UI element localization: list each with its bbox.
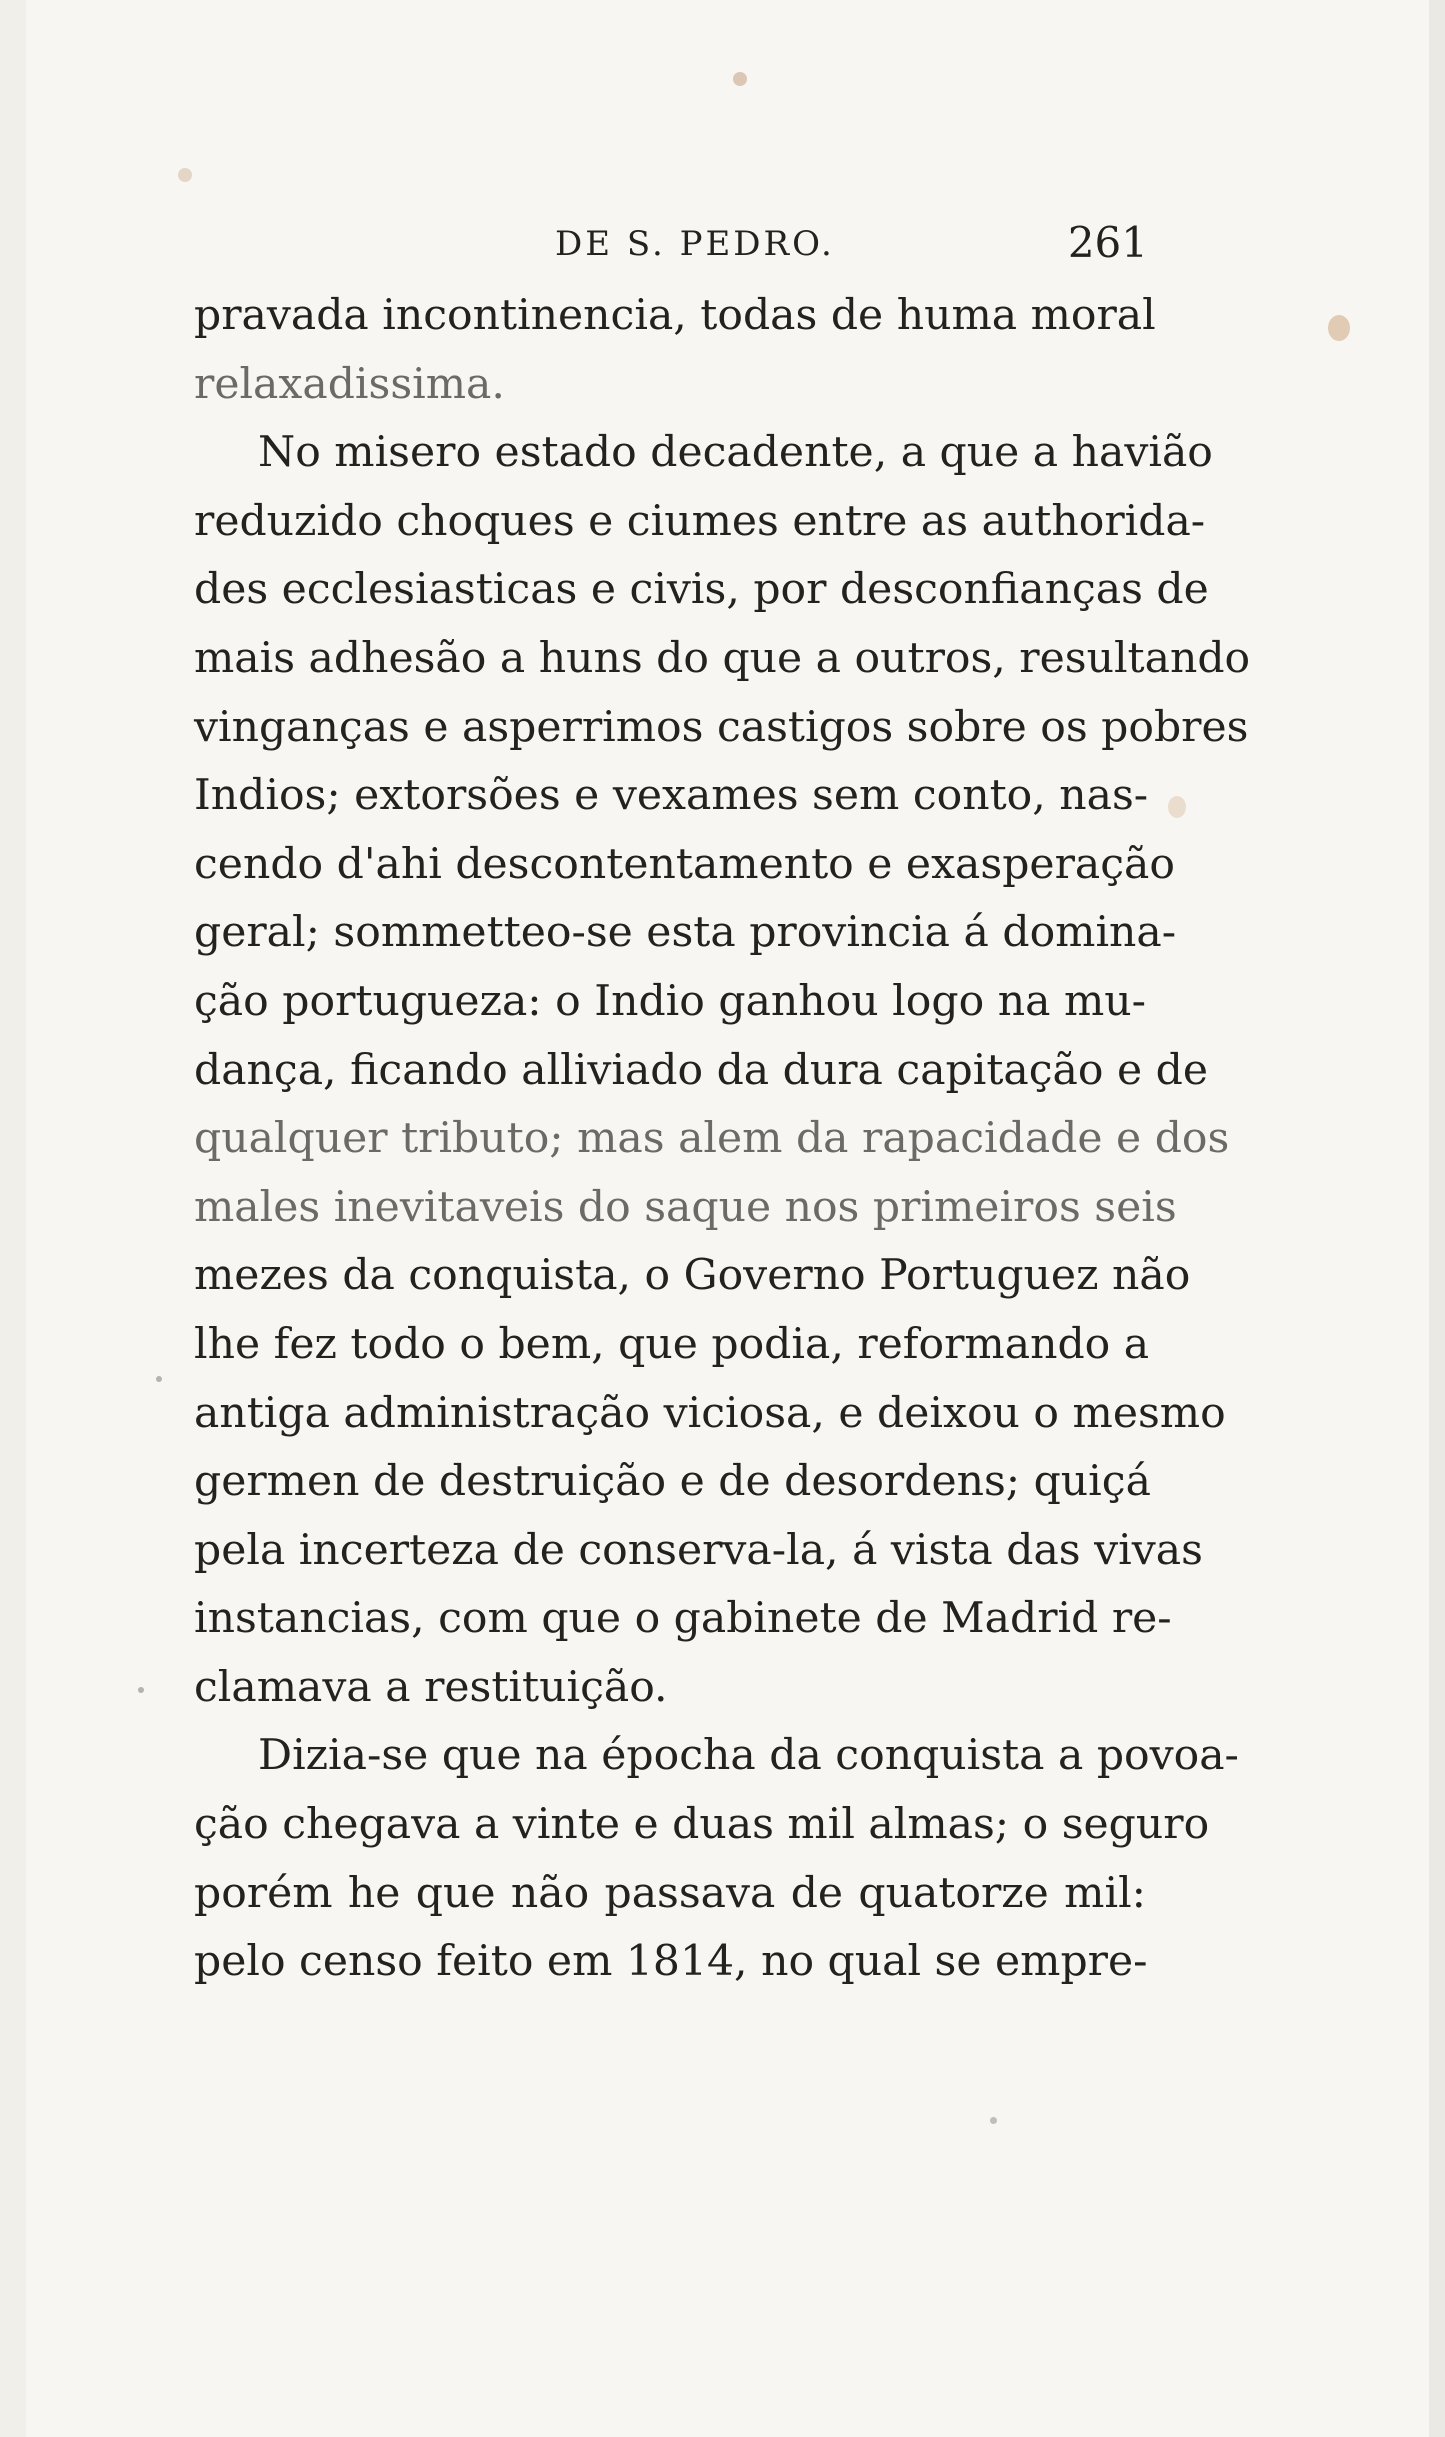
- text-line: qualquer tributo; mas alem da rapacidade e dos: [194, 1114, 1230, 1164]
- text-line: geral; sommetteo-se esta provincia á domina-: [194, 908, 1177, 958]
- text-line: Indios; extorsões e vexames sem conto, nas-: [194, 771, 1149, 821]
- text-line: antiga administração viciosa, e deixou o mesmo: [194, 1388, 1226, 1438]
- text-line: pelo censo feito em 1814, no qual se empre-: [194, 1937, 1148, 1987]
- page-edge-left: [0, 0, 26, 2437]
- text-line: porém he que não passava de quatorze mil:: [194, 1868, 1146, 1918]
- text-line: clamava a restituição.: [194, 1662, 668, 1712]
- text-line: ção portugueza: o Indio ganhou logo na mu-: [194, 976, 1146, 1026]
- text-line: vinganças e asperrimos castigos sobre os pobres: [194, 702, 1249, 752]
- text-line: males inevitaveis do saque nos primeiros seis: [194, 1182, 1177, 1232]
- paper-stain: [1168, 796, 1186, 818]
- text-line: No misero estado decadente, a que a havião: [258, 428, 1213, 478]
- paper-stain: [156, 1376, 162, 1382]
- text-line: dança, ficando alliviado da dura capitação e de: [194, 1045, 1209, 1095]
- text-line: relaxadissima.: [194, 359, 505, 409]
- paragraph: [194, 282, 1156, 419]
- text-line: lhe fez todo o bem, que podia, reformando a: [194, 1319, 1150, 1369]
- text-line: ção chegava a vinte e duas mil almas; o seguro: [194, 1800, 1210, 1850]
- text-line: mezes da conquista, o Governo Portuguez não: [194, 1251, 1191, 1301]
- text-line: pela incerteza de conserva-la, á vista das vivas: [194, 1525, 1203, 1575]
- paper-stain: [990, 2117, 997, 2124]
- text-line: reduzido choques e ciumes entre as authorida-: [194, 496, 1206, 546]
- paper-stain: [733, 72, 747, 86]
- body-text: [194, 282, 1251, 1997]
- page-number: 261: [1067, 218, 1148, 267]
- paper-stain: [1328, 315, 1350, 341]
- text-line: Dizia-se que na épocha da conquista a povoa-: [258, 1731, 1239, 1781]
- paper-stain: [138, 1687, 144, 1693]
- running-title: DE S. PEDRO.: [555, 224, 835, 264]
- paragraph: [194, 419, 1251, 1722]
- text-line: mais adhesão a huns do que a outros, resultando: [194, 633, 1251, 683]
- text-line: des ecclesiasticas e civis, por desconfianças de: [194, 565, 1209, 615]
- paragraph: [194, 1722, 1239, 1996]
- paper-stain: [178, 168, 192, 182]
- page-edge-right: [1429, 0, 1445, 2437]
- text-line: pravada incontinencia, todas de huma moral: [194, 291, 1156, 340]
- page-header: [200, 218, 1148, 278]
- text-line: germen de destruição e de desordens; quiçá: [194, 1457, 1151, 1507]
- text-line: instancias, com que o gabinete de Madrid re-: [194, 1594, 1172, 1644]
- text-line: cendo d'ahi descontentamento e exasperação: [194, 839, 1175, 889]
